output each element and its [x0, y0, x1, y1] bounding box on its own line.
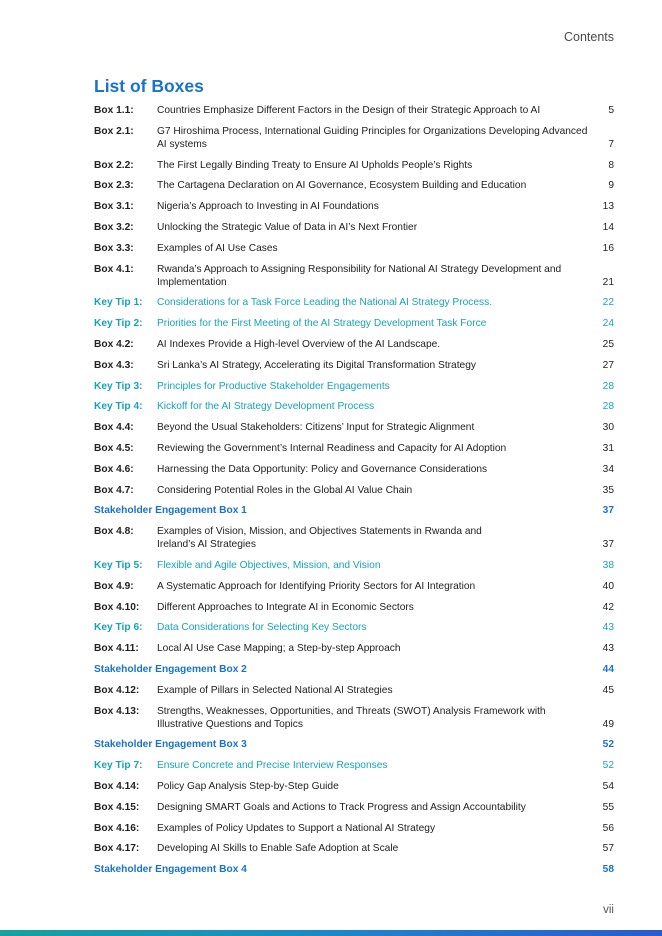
- footer-gradient-bar: [0, 930, 662, 936]
- toc-entry-key-tip[interactable]: [94, 380, 614, 393]
- toc-entry[interactable]: [94, 705, 614, 731]
- entry-title: Examples of Policy Updates to Support a National AI Strategy: [157, 822, 436, 834]
- entry-label: Stakeholder Engagement Box 3: [94, 739, 247, 751]
- entry-page: 37: [602, 505, 614, 517]
- entry-label: Box 3.1:: [94, 201, 134, 213]
- entry-title: The First Legally Binding Treaty to Ensure AI Upholds People’s Rights: [157, 159, 473, 171]
- entry-label: Key Tip 7:: [94, 760, 143, 772]
- page-number: vii: [603, 904, 614, 916]
- entry-label: Key Tip 1:: [94, 297, 143, 309]
- toc-entry[interactable]: [94, 125, 614, 151]
- toc-entry-stakeholder[interactable]: [94, 504, 614, 517]
- entry-label: Box 4.13:: [94, 705, 140, 717]
- entry-label: Box 2.3:: [94, 180, 134, 192]
- entry-label: Box 4.5:: [94, 442, 134, 454]
- toc-entry-key-tip[interactable]: [94, 759, 614, 772]
- entry-page: 24: [602, 318, 614, 330]
- entry-label: Box 4.9:: [94, 580, 134, 592]
- entry-page: 31: [602, 442, 614, 454]
- toc-entry[interactable]: [94, 642, 614, 655]
- entry-label: Box 3.2:: [94, 221, 134, 233]
- entry-label: Box 3.3:: [94, 242, 134, 254]
- entry-page: 28: [602, 380, 614, 392]
- entry-label: Box 2.2:: [94, 159, 134, 171]
- toc-entry[interactable]: [94, 801, 614, 814]
- entry-page: 38: [602, 559, 614, 571]
- toc-entry-key-tip[interactable]: [94, 296, 614, 309]
- entry-title: Kickoff for the AI Strategy Development Process: [157, 401, 375, 413]
- toc-entry-stakeholder[interactable]: [94, 738, 614, 751]
- entry-page: 27: [602, 359, 614, 371]
- entry-title: Priorities for the First Meeting of the AI Strategy Development Task Force: [157, 318, 487, 330]
- entry-page: 58: [602, 864, 614, 876]
- entry-label: Box 4.4:: [94, 422, 134, 434]
- entry-title: Principles for Productive Stakeholder Engagements: [157, 380, 390, 392]
- entry-label: Box 4.7:: [94, 484, 134, 496]
- toc-entry[interactable]: [94, 159, 614, 172]
- entry-page: 9: [608, 180, 614, 192]
- entry-title: Ensure Concrete and Precise Interview Responses: [157, 760, 388, 772]
- entry-page: 57: [602, 843, 614, 855]
- toc-entry[interactable]: [94, 242, 614, 255]
- entry-label: Key Tip 2:: [94, 318, 143, 330]
- entry-label: Box 4.10:: [94, 601, 140, 613]
- entry-label: Box 4.12:: [94, 684, 140, 696]
- toc-entry[interactable]: [94, 104, 614, 117]
- entry-page: 43: [602, 643, 614, 655]
- entry-page: 21: [602, 276, 614, 288]
- entry-page: 52: [602, 739, 614, 751]
- entry-label: Stakeholder Engagement Box 2: [94, 663, 247, 675]
- entry-title: Considering Potential Roles in the Global AI Value Chain: [157, 484, 413, 496]
- entry-title: Example of Pillars in Selected National AI Strategies: [157, 684, 393, 696]
- entry-label: Box 4.8:: [94, 526, 134, 538]
- toc-entry[interactable]: [94, 200, 614, 213]
- entry-label: Key Tip 3:: [94, 380, 143, 392]
- entry-title: Strengths, Weaknesses, Opportunities, and Threats (SWOT) Analysis Framework with Illustrative Questions and Topics: [157, 705, 546, 730]
- entry-page: 35: [602, 484, 614, 496]
- entry-title: Different Approaches to Integrate AI in Economic Sectors: [157, 601, 414, 613]
- entry-label: Stakeholder Engagement Box 4: [94, 864, 247, 876]
- entry-page: 54: [602, 780, 614, 792]
- entry-title: Developing AI Skills to Enable Safe Adoption at Scale: [157, 843, 399, 855]
- entry-page: 28: [602, 401, 614, 413]
- page-title: List of Boxes: [94, 76, 204, 96]
- toc-entry-key-tip[interactable]: [94, 559, 614, 572]
- toc-entry[interactable]: [94, 684, 614, 697]
- toc-entry[interactable]: [94, 221, 614, 234]
- toc-entry[interactable]: [94, 525, 614, 551]
- entry-page: 49: [602, 718, 614, 730]
- entry-label: Box 4.6:: [94, 463, 134, 475]
- entry-title: Policy Gap Analysis Step-by-Step Guide: [157, 780, 339, 792]
- entry-title: Nigeria’s Approach to Investing in AI Foundations: [157, 201, 379, 213]
- entry-title: The Cartagena Declaration on AI Governance, Ecosystem Building and Education: [157, 180, 527, 192]
- toc-entry-stakeholder[interactable]: [94, 663, 614, 676]
- entry-page: 43: [602, 622, 614, 634]
- entry-title: A Systematic Approach for Identifying Priority Sectors for AI Integration: [157, 580, 476, 592]
- entry-page: 13: [602, 201, 614, 213]
- entry-page: 16: [602, 242, 614, 254]
- list-of-boxes: [94, 104, 614, 884]
- entry-title: AI Indexes Provide a High-level Overview of the AI Landscape.: [157, 338, 441, 350]
- entry-title: Beyond the Usual Stakeholders: Citizens’ Input for Strategic Alignment: [157, 422, 475, 434]
- entry-page: 8: [608, 159, 614, 171]
- entry-title: G7 Hiroshima Process, International Guiding Principles for Organizations Developing Advanced AI systems: [157, 125, 588, 150]
- toc-entry-key-tip[interactable]: [94, 317, 614, 330]
- entry-label: Box 4.1:: [94, 263, 134, 275]
- entry-page: 34: [602, 463, 614, 475]
- entry-title: Countries Emphasize Different Factors in the Design of their Strategic Approach to AI: [157, 105, 541, 116]
- entry-title: Considerations for a Task Force Leading the National AI Strategy Process.: [157, 297, 493, 309]
- entry-label: Box 4.2:: [94, 338, 134, 350]
- entry-page: 37: [602, 539, 614, 551]
- entry-page: 22: [602, 297, 614, 309]
- entry-page: 5: [608, 105, 614, 116]
- toc-entry[interactable]: [94, 842, 614, 855]
- toc-entry[interactable]: [94, 822, 614, 835]
- entry-page: 45: [602, 684, 614, 696]
- entry-page: 14: [602, 221, 614, 233]
- toc-entry[interactable]: [94, 484, 614, 497]
- entry-title: Rwanda’s Approach to Assigning Responsibility for National AI Strategy Development and Implementation: [157, 263, 562, 288]
- toc-entry[interactable]: [94, 359, 614, 372]
- entry-label: Key Tip 4:: [94, 401, 143, 413]
- entry-label: Stakeholder Engagement Box 1: [94, 505, 247, 517]
- entry-label: Box 4.15:: [94, 801, 140, 813]
- entry-page: 25: [602, 338, 614, 350]
- section-header: Contents: [563, 30, 614, 44]
- toc-entry[interactable]: [94, 780, 614, 793]
- entry-page: 52: [602, 760, 614, 772]
- toc-entry[interactable]: [94, 601, 614, 614]
- entry-label: Key Tip 6:: [94, 622, 143, 634]
- entry-page: 56: [602, 822, 614, 834]
- entry-label: Box 4.3:: [94, 359, 134, 371]
- entry-label: Box 4.17:: [94, 843, 140, 855]
- entry-page: 30: [602, 422, 614, 434]
- entry-title: Unlocking the Strategic Value of Data in AI’s Next Frontier: [157, 221, 418, 233]
- entry-page: 7: [608, 138, 614, 150]
- entry-title: Examples of Vision, Mission, and Objectives Statements in Rwanda and Ireland’s AI Strategies: [157, 526, 482, 551]
- entry-title: Sri Lanka’s AI Strategy, Accelerating its Digital Transformation Strategy: [157, 359, 476, 371]
- entry-label: Box 4.11:: [94, 643, 139, 655]
- entry-page: 40: [602, 580, 614, 592]
- entry-title: Reviewing the Government’s Internal Readiness and Capacity for AI Adoption: [157, 442, 507, 454]
- entry-title: Flexible and Agile Objectives, Mission, and Vision: [157, 559, 381, 571]
- toc-entry[interactable]: [94, 463, 614, 476]
- toc-entry[interactable]: [94, 338, 614, 351]
- entry-label: Box 1.1:: [94, 105, 134, 116]
- entry-page: 44: [602, 663, 614, 675]
- toc-entry-key-tip[interactable]: [94, 400, 614, 413]
- entry-label: Box 4.16:: [94, 822, 140, 834]
- entry-label: Box 2.1:: [94, 125, 134, 137]
- entry-title: Local AI Use Case Mapping; a Step-by-step Approach: [157, 643, 401, 655]
- entry-label: Box 4.14:: [94, 780, 140, 792]
- entry-page: 55: [602, 801, 614, 813]
- toc-entry[interactable]: [94, 442, 614, 455]
- toc-entry-key-tip[interactable]: [94, 621, 614, 634]
- toc-entry[interactable]: [94, 421, 614, 434]
- toc-entry[interactable]: [94, 263, 614, 289]
- entry-page: 42: [602, 601, 614, 613]
- entry-title: Examples of AI Use Cases: [157, 242, 278, 254]
- entry-title: Harnessing the Data Opportunity: Policy and Governance Considerations: [157, 463, 488, 475]
- toc-entry-stakeholder[interactable]: [94, 863, 614, 876]
- toc-entry[interactable]: [94, 179, 614, 192]
- toc-entry[interactable]: [94, 580, 614, 593]
- entry-title: Data Considerations for Selecting Key Sectors: [157, 622, 367, 634]
- entry-label: Key Tip 5:: [94, 559, 143, 571]
- entry-title: Designing SMART Goals and Actions to Track Progress and Assign Accountability: [157, 801, 526, 813]
